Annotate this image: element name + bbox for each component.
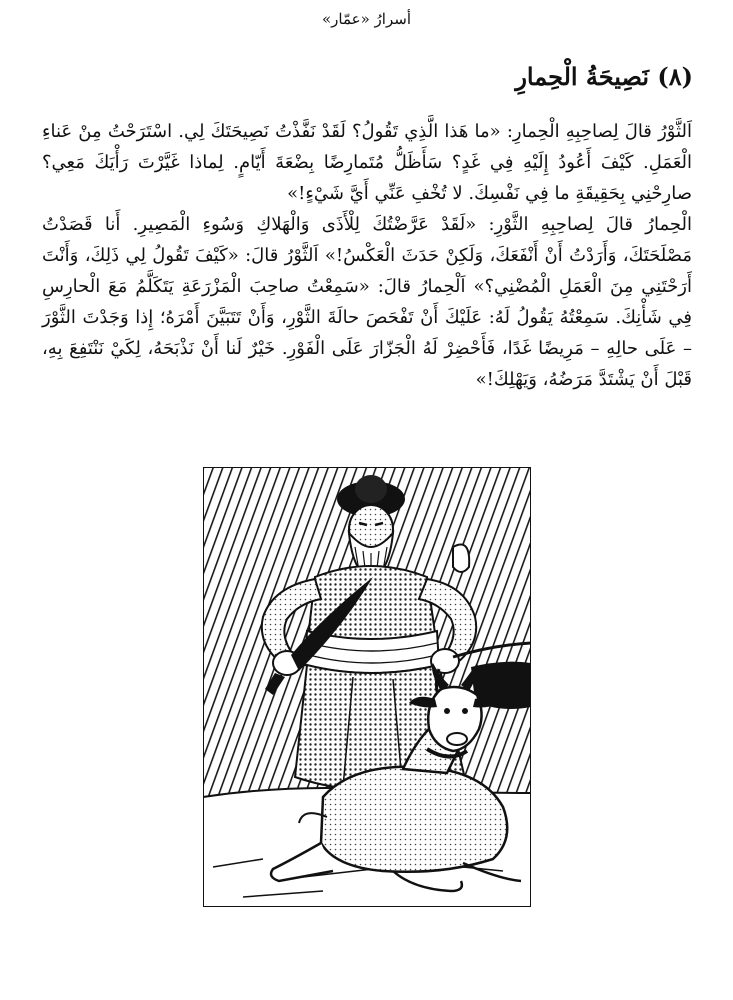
paragraph-donkey-speech: الْحِمارُ قالَ لِصاحِبِهِ الثَّوْرِ: «لَقَدْ عَرَّضْتُكَ لِلْأَذَى وَالْهَلاكِ وَسُوءِ الْمَصِيرِ. أَنا قَصَدْتُ مَصْلَحَتَكَ، وَأَرَدْتُ أَنْ أَنْفَعَكَ، وَلَكِنْ حَدَثَ الْعَكْسُ!» اَلثَّوْرُ قالَ: «كَيْفَ تَقُولُ لِي ذَلِكَ، وَأَنْتَ أَرَحْتَنِي مِنَ الْعَمَلِ الْمُضْنِي؟» اَلْحِمارُ قالَ: «سَمِعْتُ صاحِبَ الْمَزْرَعَةِ يَتَكَلَّمُ مَعَ الْحارِسِ فِي شَأْنِكَ. سَمِعْتُهُ يَقُولُ لَهُ: عَلَيْكَ أَنْ تَفْحَصَ حالَةَ الثَّوْرِ، وَأَنْ تَتَبَيَّنَ أَمْرَهُ؛ إِذا وَجَدْتَ الثَّوْرَ – عَلَى حالِهِ – مَرِيضًا غَدًا، فَأَحْضِرْ لَهُ الْجَزّارَ عَلَى الْفَوْرِ. خَيْرٌ لَنا أَنْ نَذْبَحَهُ، لِكَيْ نَنْتَفِعَ بِهِ، قَبْلَ أَنْ يَشْتَدَّ مَرَضُهُ، وَيَهْلِكَ!»: [42, 214, 692, 390]
body-text: [42, 116, 692, 395]
running-header: أسرارُ «عمّار»: [322, 10, 411, 28]
butcher-with-knife-and-ox-illustration: [203, 467, 531, 907]
paragraph-ox-speech: اَلثَّوْرُ قالَ لِصاحِبِهِ الْحِمارِ: «ما هَذا الَّذِي تَقُولُ؟ لَقَدْ نَفَّذْتُ نَصِيحَتَكَ لِي. اسْتَرَحْتُ مِنْ عَناءِ الْعَمَلِ. كَيْفَ أَعُودُ إِلَيْهِ فِي غَدٍ؟ سَأَظَلُّ مُتَمارِضًا بِضْعَةَ أَيّامٍ. لِماذا غَيَّرْتَ رَأْيَكَ مَعِي؟ صارِحْنِي بِحَقِيقَةِ ما فِي نَفْسِكَ. لا تُخْفِ عَنِّي أَيَّ شَيْءٍ!»: [42, 121, 692, 204]
chapter-title: (٨) نَصِيحَةُ الْحِمارِ: [515, 62, 693, 91]
